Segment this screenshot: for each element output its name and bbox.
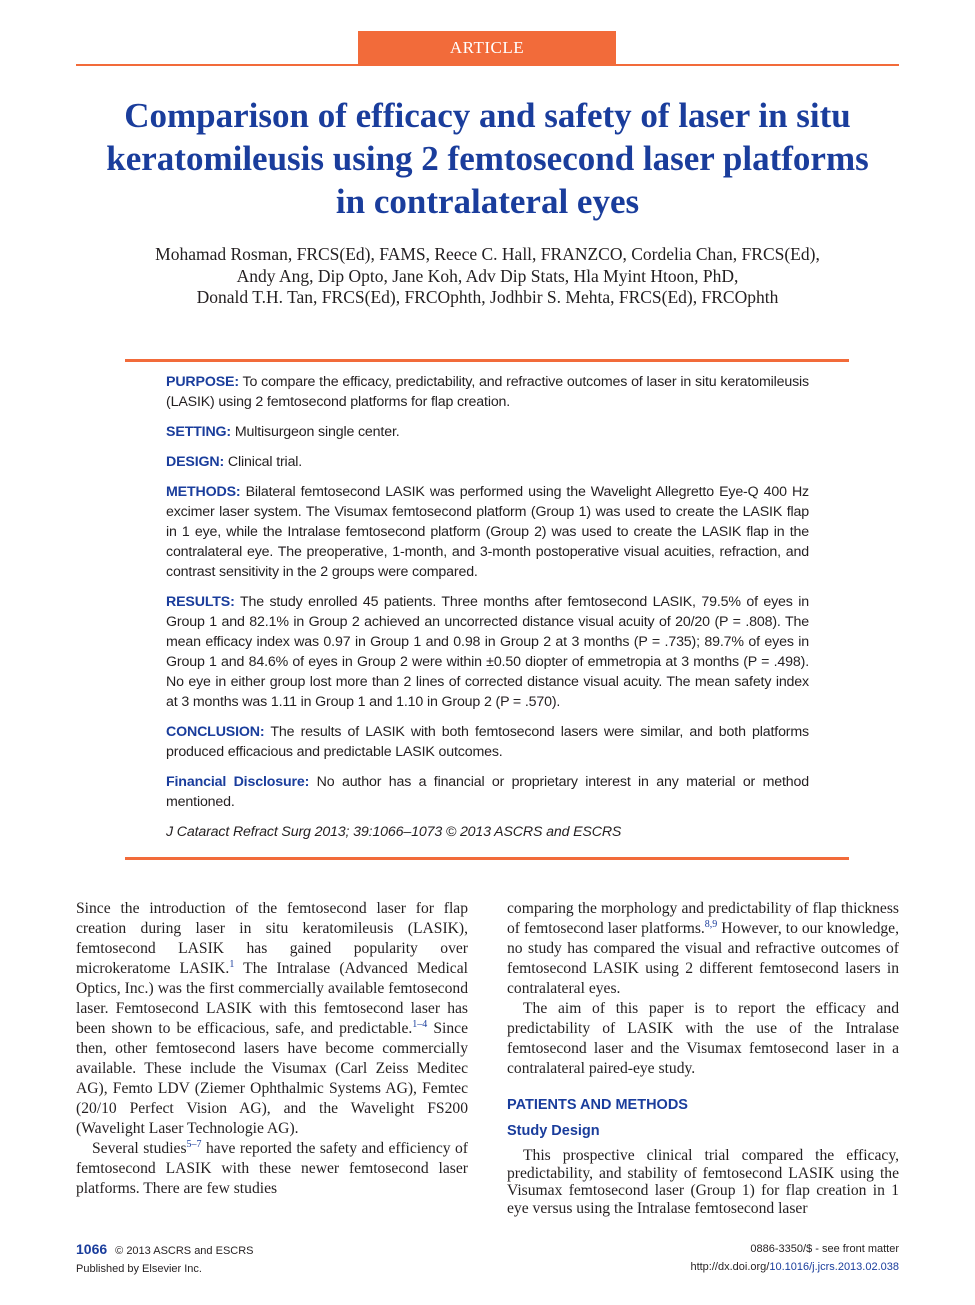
- setting-text: Multisurgeon single center.: [234, 424, 400, 440]
- body-text: Several studies: [92, 1140, 187, 1157]
- abstract-bottom-rule: [125, 857, 849, 860]
- abstract-purpose: [166, 372, 809, 412]
- page-number: 1066: [76, 1241, 108, 1257]
- body-column-right: [507, 899, 899, 1217]
- author-list: [90, 244, 885, 309]
- body-paragraph: This prospective clinical trial compared the efficacy, predictability, and stability of femtosecond LASIK using the Visumax femtosecond laser (Group 1) for flap creation in 1 eye versus using the Intralase femtosecond laser: [507, 1147, 899, 1217]
- author-line: Donald T.H. Tan, FRCS(Ed), FRCOphth, Jodhbir S. Mehta, FRCS(Ed), FRCOphth: [196, 287, 779, 307]
- body-paragraph: [76, 1139, 468, 1199]
- article-title: Comparison of efficacy and safety of laser in situ keratomileusis using 2 femtosecond laser platforms in contralateral eyes: [106, 96, 869, 221]
- methods-text: Bilateral femtosecond LASIK was performed using the Wavelight Allegretto Eye-Q 400 Hz excimer laser system. The Visumax femtosecond platform (Group 1) was used to create the LASIK flap in 1 eye, while the Intralase femtosecond platform (Group 2) was used to create the LASIK flap in the contralateral eye. The preoperative, 1-month, and 3-month postoperative visual acuities, refraction, and contrast sensitivity in the 2 groups were compared.: [166, 484, 809, 580]
- purpose-label: PURPOSE:: [166, 374, 239, 390]
- abstract-disclosure: [166, 772, 809, 812]
- citation-ref[interactable]: 1–4: [412, 1018, 428, 1030]
- citation-ref[interactable]: 5–7: [186, 1138, 202, 1150]
- design-label: DESIGN:: [166, 454, 225, 470]
- body-paragraph: The aim of this paper is to report the efficacy and predictability of LASIK with the use of the Intralase femtosecond laser and the Visumax femtosecond laser in a contralateral paired-eye study.: [507, 1000, 899, 1077]
- author-line: Mohamad Rosman, FRCS(Ed), FAMS, Reece C. Hall, FRANZCO, Cordelia Chan, FRCS(Ed),: [155, 244, 820, 264]
- body-text: The Intralase (Advanced Medical Optics, Inc.) was the first commercially available femtosecond laser. Femtosecond LASIK with this femtosecond laser has been shown to be efficacious, safe, and predictable.: [76, 960, 468, 1037]
- purpose-text: To compare the efficacy, predictability, and refractive outcomes of laser in situ keratomileusis (LASIK) using 2 femtosecond platforms for flap creation.: [166, 374, 809, 410]
- body-text: However, to our knowledge, no study has compared the visual and refractive outcomes of femtosecond LASIK using 2 different femtosecond lasers in contralateral eyes.: [507, 920, 899, 997]
- footer-publisher: Published by Elsevier Inc.: [76, 1263, 202, 1275]
- design-text: Clinical trial.: [227, 454, 303, 470]
- citation-ref[interactable]: 8,9: [704, 918, 718, 930]
- section-heading: PATIENTS AND METHODS: [507, 1097, 688, 1113]
- footer-right: [520, 1240, 899, 1276]
- abstract-top-rule: [125, 359, 849, 362]
- subsection-heading: Study Design: [507, 1123, 600, 1139]
- setting-label: SETTING:: [166, 424, 232, 440]
- results-text: The study enrolled 45 patients. Three months after femtosecond LASIK, 79.5% of eyes in Group 1 and 82.1% in Group 2 achieved an uncorrected distance visual acuity of 20/20 (P = .808). The mean efficacy index was 0.97 in Group 1 and 0.98 in Group 2 at 3 months (P = .735); 89.7% of eyes in Group 1 and 84.6% of eyes in Group 2 were within ±0.50 diopter of emmetropia at 3 months (P = .498). No eye in either group lost more than 2 lines of corrected distance visual acuity. The mean safety index at 3 months was 1.11 in Group 1 and 1.10 in Group 2 (P = .570).: [166, 594, 809, 710]
- doi-prefix: http://dx.doi.org/: [690, 1261, 770, 1273]
- abstract-results: [166, 592, 809, 712]
- doi-link[interactable]: 10.1016/j.jcrs.2013.02.038: [769, 1261, 899, 1273]
- body-text: Since then, other femtosecond lasers have become commercially available. These include the Visumax (Carl Zeiss Meditec AG), Femto LDV (Ziemer Ophthalmic Systems AG), Femtec (20/10 Perfect Vision AG), and the Wavelight FS200 (Wavelight Laser Technologie AG).: [76, 1020, 468, 1137]
- body-column-left: [76, 899, 468, 1199]
- body-text: Since the introduction of the femtosecond laser for flap creation during laser in situ keratomileusis (LASIK), femtosecond LASIK has gained popularity over microkeratome LASIK.: [76, 900, 468, 977]
- abstract-setting: [166, 422, 809, 442]
- results-label: RESULTS:: [166, 594, 235, 610]
- article-type-tag: ARTICLE: [358, 31, 616, 65]
- body-paragraph: [507, 899, 899, 999]
- abstract-methods: [166, 482, 809, 582]
- footer-left: [76, 1240, 254, 1278]
- footer-copyright: © 2013 ASCRS and ESCRS: [115, 1245, 254, 1257]
- body-text: comparing the morphology and predictability of flap thickness of femtosecond laser platforms.: [507, 900, 899, 937]
- conclusion-label: CONCLUSION:: [166, 724, 265, 740]
- citation-ref[interactable]: 1: [229, 958, 235, 970]
- author-line: Andy Ang, Dip Opto, Jane Koh, Adv Dip Stats, Hla Myint Htoon, PhD,: [236, 265, 739, 286]
- methods-label: METHODS:: [166, 484, 241, 500]
- abstract: [166, 372, 809, 852]
- body-text: have reported the safety and efficiency of femtosecond LASIK with these newer femtosecond laser platforms. There are few studies: [76, 1140, 468, 1197]
- footer-issn: 0886-3350/$ - see front matter: [750, 1243, 899, 1255]
- journal-citation: J Cataract Refract Surg 2013; 39:1066–1073 © 2013 ASCRS and ESCRS: [166, 824, 622, 840]
- body-paragraph: [76, 899, 468, 1139]
- conclusion-text: The results of LASIK with both femtosecond lasers were similar, and both platforms produced efficacious and predictable LASIK outcomes.: [166, 724, 809, 760]
- disclosure-label: Financial Disclosure:: [166, 774, 310, 790]
- disclosure-text: No author has a financial or proprietary interest in any material or method mentioned.: [166, 774, 809, 810]
- abstract-design: [166, 452, 809, 472]
- abstract-conclusion: [166, 722, 809, 762]
